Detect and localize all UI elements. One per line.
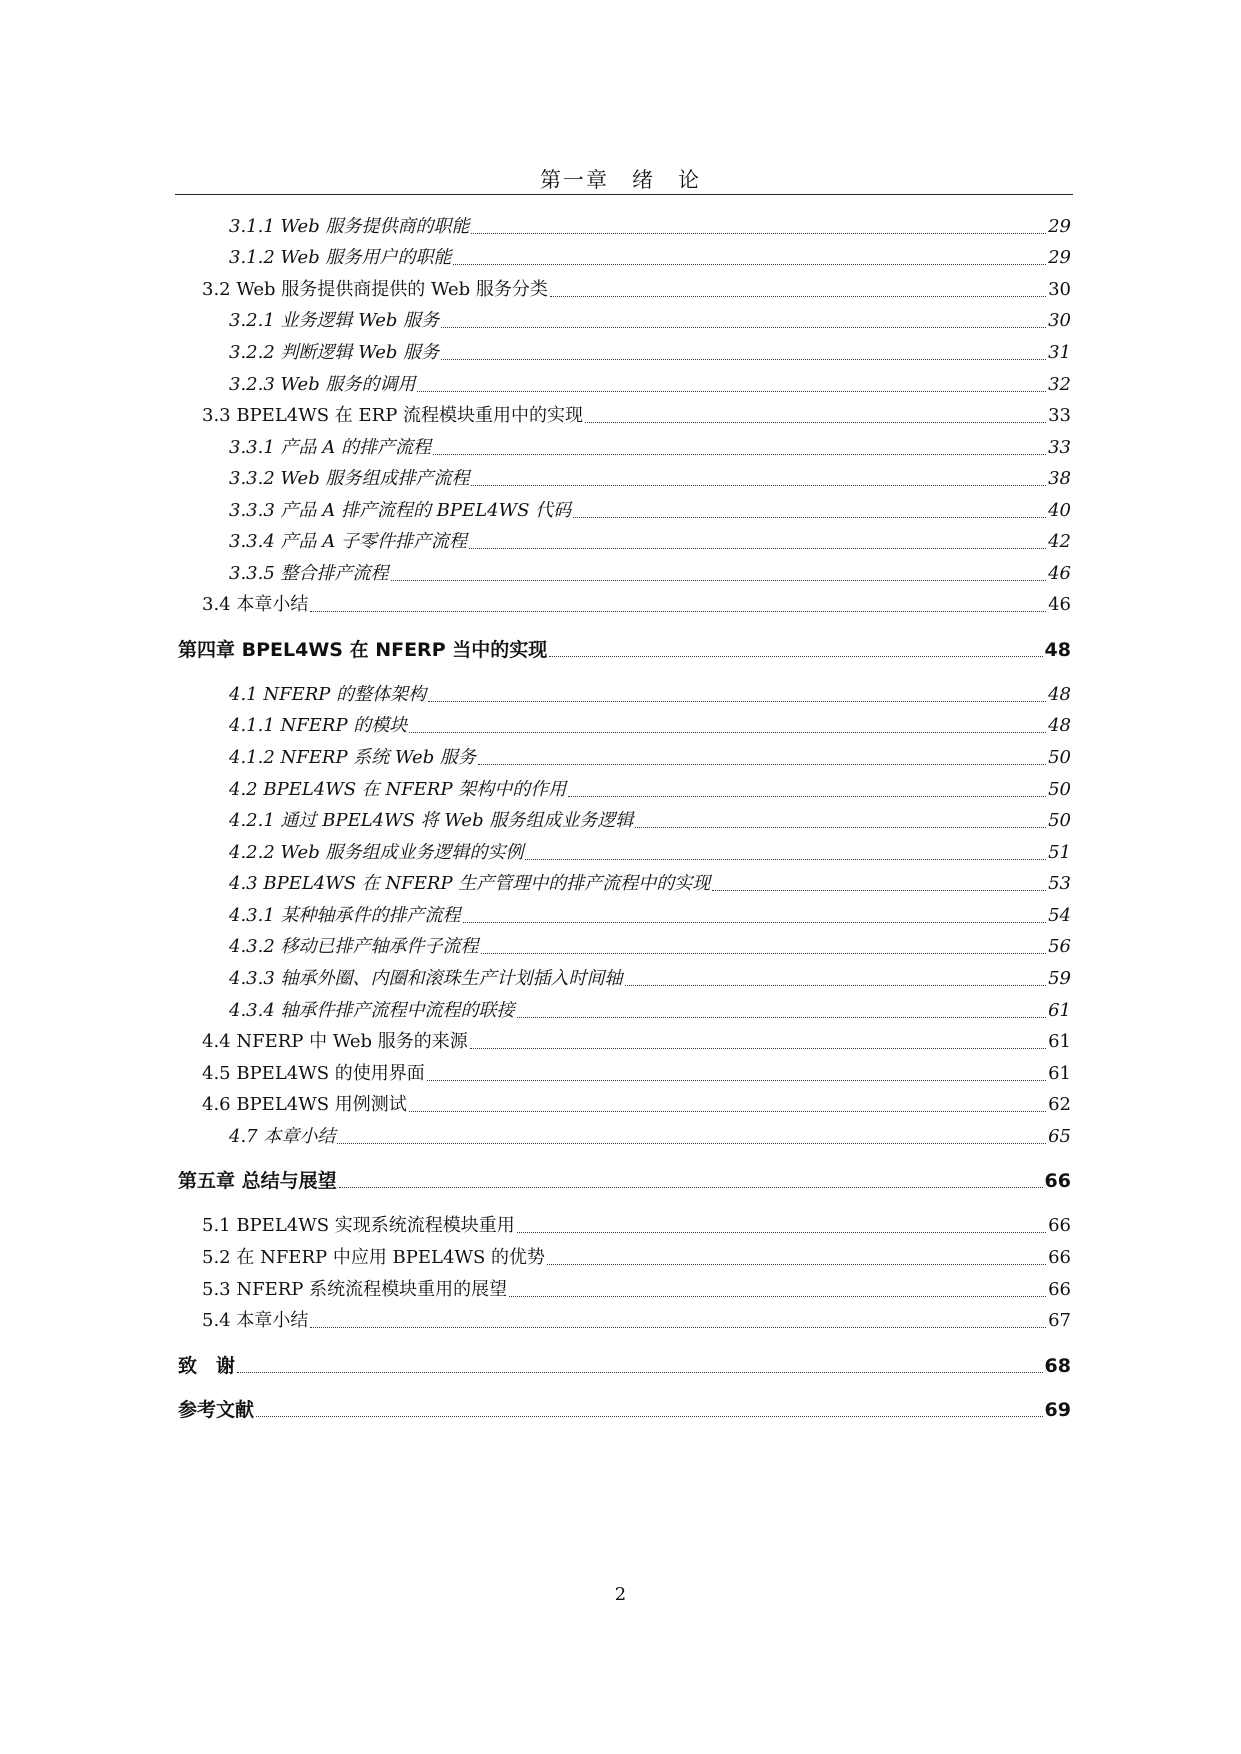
toc-entry[interactable] <box>229 996 1071 1026</box>
toc-entry[interactable] <box>229 559 1071 589</box>
toc-entry[interactable] <box>229 711 1071 741</box>
toc-entry-label: 3.4 本章小结 <box>202 594 309 615</box>
toc-dot-leader <box>463 922 1047 923</box>
toc-dot-leader <box>441 327 1046 328</box>
toc-entry-label: 3.2 Web 服务提供商提供的 Web 服务分类 <box>202 279 548 300</box>
toc-entry[interactable] <box>229 527 1071 557</box>
toc-dot-leader <box>427 1080 1046 1081</box>
toc-entry-label: 4.1.2 NFERP 系统 Web 服务 <box>229 747 476 768</box>
toc-entry-label: 3.2.2 判断逻辑 Web 服务 <box>229 342 440 363</box>
toc-dot-leader <box>573 517 1046 518</box>
toc-entry[interactable] <box>178 635 1071 665</box>
toc-entry-label: 3.2.3 Web 服务的调用 <box>229 374 416 395</box>
toc-dot-leader <box>469 548 1046 549</box>
toc-entry-page: 33 <box>1048 437 1071 458</box>
toc-entry[interactable] <box>202 1211 1071 1241</box>
toc-entry[interactable] <box>229 464 1071 494</box>
toc-entry[interactable] <box>229 243 1071 273</box>
header-rule <box>175 194 1073 195</box>
toc-entry[interactable] <box>202 1243 1071 1273</box>
toc-dot-leader <box>550 296 1046 297</box>
toc-dot-leader <box>310 611 1046 612</box>
toc-entry[interactable] <box>202 1027 1071 1057</box>
toc-dot-leader <box>409 1111 1046 1112</box>
toc-entry-label: 第五章 总结与展望 <box>178 1170 337 1192</box>
toc-entry[interactable] <box>202 1059 1071 1089</box>
toc-dot-leader <box>509 1296 1046 1297</box>
toc-entry-label: 参考文献 <box>178 1399 255 1421</box>
toc-entry-page: 50 <box>1048 779 1071 800</box>
toc-dot-leader <box>417 391 1046 392</box>
toc-entry[interactable] <box>229 306 1071 336</box>
toc-entry-page: 46 <box>1048 563 1071 584</box>
page-number: 2 <box>614 1584 627 1605</box>
toc-entry-page: 61 <box>1048 1000 1071 1021</box>
toc-entry[interactable] <box>229 964 1071 994</box>
toc-entry[interactable] <box>178 1166 1071 1196</box>
toc-entry-page: 29 <box>1048 247 1071 268</box>
toc-entry-page: 33 <box>1048 405 1071 426</box>
toc-entry[interactable] <box>202 401 1071 431</box>
toc-entry-label: 5.2 在 NFERP 中应用 BPEL4WS 的优势 <box>202 1247 545 1268</box>
toc-entry-page: 66 <box>1044 1170 1071 1192</box>
toc-entry-label: 5.1 BPEL4WS 实现系统流程模块重用 <box>202 1215 515 1236</box>
toc-entry[interactable] <box>178 1395 1071 1425</box>
toc-entry[interactable] <box>229 433 1071 463</box>
toc-entry-page: 51 <box>1048 842 1071 863</box>
toc-entry-page: 30 <box>1048 310 1071 331</box>
toc-dot-leader <box>470 1048 1046 1049</box>
toc-dot-leader <box>471 233 1046 234</box>
toc-entry[interactable] <box>229 806 1071 836</box>
toc-entry-label: 4.2.1 通过 BPEL4WS 将 Web 服务组成业务逻辑 <box>229 810 634 831</box>
toc-entry-page: 50 <box>1048 810 1071 831</box>
toc-entry-page: 46 <box>1048 594 1071 615</box>
toc-dot-leader <box>471 485 1046 486</box>
toc-entry[interactable] <box>229 338 1071 368</box>
toc-entry[interactable] <box>229 775 1071 805</box>
toc-entry-page: 54 <box>1048 905 1071 926</box>
toc-entry-label: 3.3.2 Web 服务组成排产流程 <box>229 468 470 489</box>
toc-entry-page: 30 <box>1048 279 1071 300</box>
toc-entry[interactable] <box>229 212 1071 242</box>
toc-entry-label: 3.3.4 产品 A 子零件排产流程 <box>229 531 467 552</box>
toc-entry-label: 致 谢 <box>178 1355 236 1377</box>
toc-entry[interactable] <box>178 1351 1071 1381</box>
toc-dot-leader <box>256 1416 1043 1417</box>
toc-entry[interactable] <box>229 370 1071 400</box>
toc-entry-label: 3.3.3 产品 A 排产流程的 BPEL4WS 代码 <box>229 500 572 521</box>
toc-entry-label: 4.1 NFERP 的整体架构 <box>229 684 427 705</box>
toc-entry-page: 48 <box>1048 684 1071 705</box>
toc-entry-page: 61 <box>1048 1031 1071 1052</box>
toc-dot-leader <box>310 1327 1046 1328</box>
toc-entry-page: 53 <box>1048 873 1071 894</box>
toc-dot-leader <box>517 1017 1047 1018</box>
toc-dot-leader <box>547 1264 1046 1265</box>
toc-dot-leader <box>549 656 1042 657</box>
toc-entry-label: 3.3.1 产品 A 的排产流程 <box>229 437 431 458</box>
toc-entry[interactable] <box>202 590 1071 620</box>
toc-entry[interactable] <box>202 1090 1071 1120</box>
toc-entry-label: 4.7 本章小结 <box>229 1126 336 1147</box>
toc-entry-label: 4.1.1 NFERP 的模块 <box>229 715 408 736</box>
toc-dot-leader <box>585 422 1046 423</box>
toc-entry-label: 4.3.3 轴承外圈、内圈和滚珠生产计划插入时间轴 <box>229 968 623 989</box>
toc-entry-page: 42 <box>1048 531 1071 552</box>
toc-dot-leader <box>481 953 1047 954</box>
toc-entry-page: 65 <box>1048 1126 1071 1147</box>
toc-entry-page: 48 <box>1044 639 1071 661</box>
toc-entry-label: 3.3.5 整合排产流程 <box>229 563 389 584</box>
toc-dot-leader <box>237 1372 1043 1373</box>
toc-entry-page: 38 <box>1048 468 1071 489</box>
toc-dot-leader <box>517 1232 1046 1233</box>
toc-entry-page: 66 <box>1048 1247 1071 1268</box>
toc-dot-leader <box>433 454 1046 455</box>
toc-entry-page: 32 <box>1048 374 1071 395</box>
toc-dot-leader <box>441 359 1046 360</box>
toc-entry[interactable] <box>229 932 1071 962</box>
toc-entry-page: 66 <box>1048 1279 1071 1300</box>
toc-entry-label: 4.3.1 某种轴承件的排产流程 <box>229 905 461 926</box>
toc-dot-leader <box>428 701 1046 702</box>
toc-entry[interactable] <box>202 1275 1071 1305</box>
toc-entry-page: 68 <box>1044 1355 1071 1377</box>
toc-entry-label: 3.1.2 Web 服务用户的职能 <box>229 247 452 268</box>
toc-entry-label: 4.6 BPEL4WS 用例测试 <box>202 1094 407 1115</box>
toc-entry[interactable] <box>202 1306 1071 1336</box>
toc-entry-label: 4.2.2 Web 服务组成业务逻辑的实例 <box>229 842 524 863</box>
toc-entry-page: 50 <box>1048 747 1071 768</box>
toc-entry[interactable] <box>229 901 1071 931</box>
toc-dot-leader <box>453 264 1046 265</box>
toc-entry-label: 4.3 BPEL4WS 在 NFERP 生产管理中的排产流程中的实现 <box>229 873 711 894</box>
toc-entry-page: 62 <box>1048 1094 1071 1115</box>
toc-entry-label: 第四章 BPEL4WS 在 NFERP 当中的实现 <box>178 639 548 661</box>
toc-entry-label: 4.5 BPEL4WS 的使用界面 <box>202 1063 425 1084</box>
toc-entry-label: 3.2.1 业务逻辑 Web 服务 <box>229 310 440 331</box>
toc-entry[interactable] <box>229 869 1071 899</box>
toc-entry-page: 31 <box>1048 342 1071 363</box>
toc-entry-page: 56 <box>1048 936 1071 957</box>
toc-entry-page: 59 <box>1048 968 1071 989</box>
toc-entry-page: 67 <box>1048 1310 1071 1331</box>
toc-entry-page: 69 <box>1044 1399 1071 1421</box>
toc-entry[interactable] <box>202 275 1071 305</box>
toc-entry[interactable] <box>229 838 1071 868</box>
page-header-title: 第一章 绪 论 <box>540 168 701 192</box>
toc-entry[interactable] <box>229 496 1071 526</box>
toc-entry-page: 29 <box>1048 216 1071 237</box>
toc-entry-label: 3.3 BPEL4WS 在 ERP 流程模块重用中的实现 <box>202 405 584 426</box>
toc-entry[interactable] <box>229 680 1071 710</box>
toc-entry-label: 4.3.2 移动已排产轴承件子流程 <box>229 936 479 957</box>
toc-dot-leader <box>635 827 1046 828</box>
toc-entry-page: 40 <box>1048 500 1071 521</box>
toc-dot-leader <box>525 859 1046 860</box>
toc-dot-leader <box>625 985 1047 986</box>
toc-entry[interactable] <box>229 743 1071 773</box>
toc-dot-leader <box>409 732 1046 733</box>
toc-dot-leader <box>478 764 1046 765</box>
toc-entry-page: 48 <box>1048 715 1071 736</box>
toc-dot-leader <box>712 890 1046 891</box>
toc-entry-label: 5.4 本章小结 <box>202 1310 309 1331</box>
toc-entry-label: 4.3.4 轴承件排产流程中流程的联接 <box>229 1000 515 1021</box>
toc-entry-page: 66 <box>1048 1215 1071 1236</box>
toc-dot-leader <box>337 1143 1046 1144</box>
toc-dot-leader <box>568 796 1046 797</box>
toc-dot-leader <box>339 1187 1043 1188</box>
toc-entry-label: 3.1.1 Web 服务提供商的职能 <box>229 216 470 237</box>
toc-entry-label: 4.2 BPEL4WS 在 NFERP 架构中的作用 <box>229 779 567 800</box>
toc-dot-leader <box>391 580 1047 581</box>
toc-entry[interactable] <box>229 1122 1071 1152</box>
toc-entry-label: 4.4 NFERP 中 Web 服务的来源 <box>202 1031 468 1052</box>
toc-entry-page: 61 <box>1048 1063 1071 1084</box>
toc-entry-label: 5.3 NFERP 系统流程模块重用的展望 <box>202 1279 508 1300</box>
